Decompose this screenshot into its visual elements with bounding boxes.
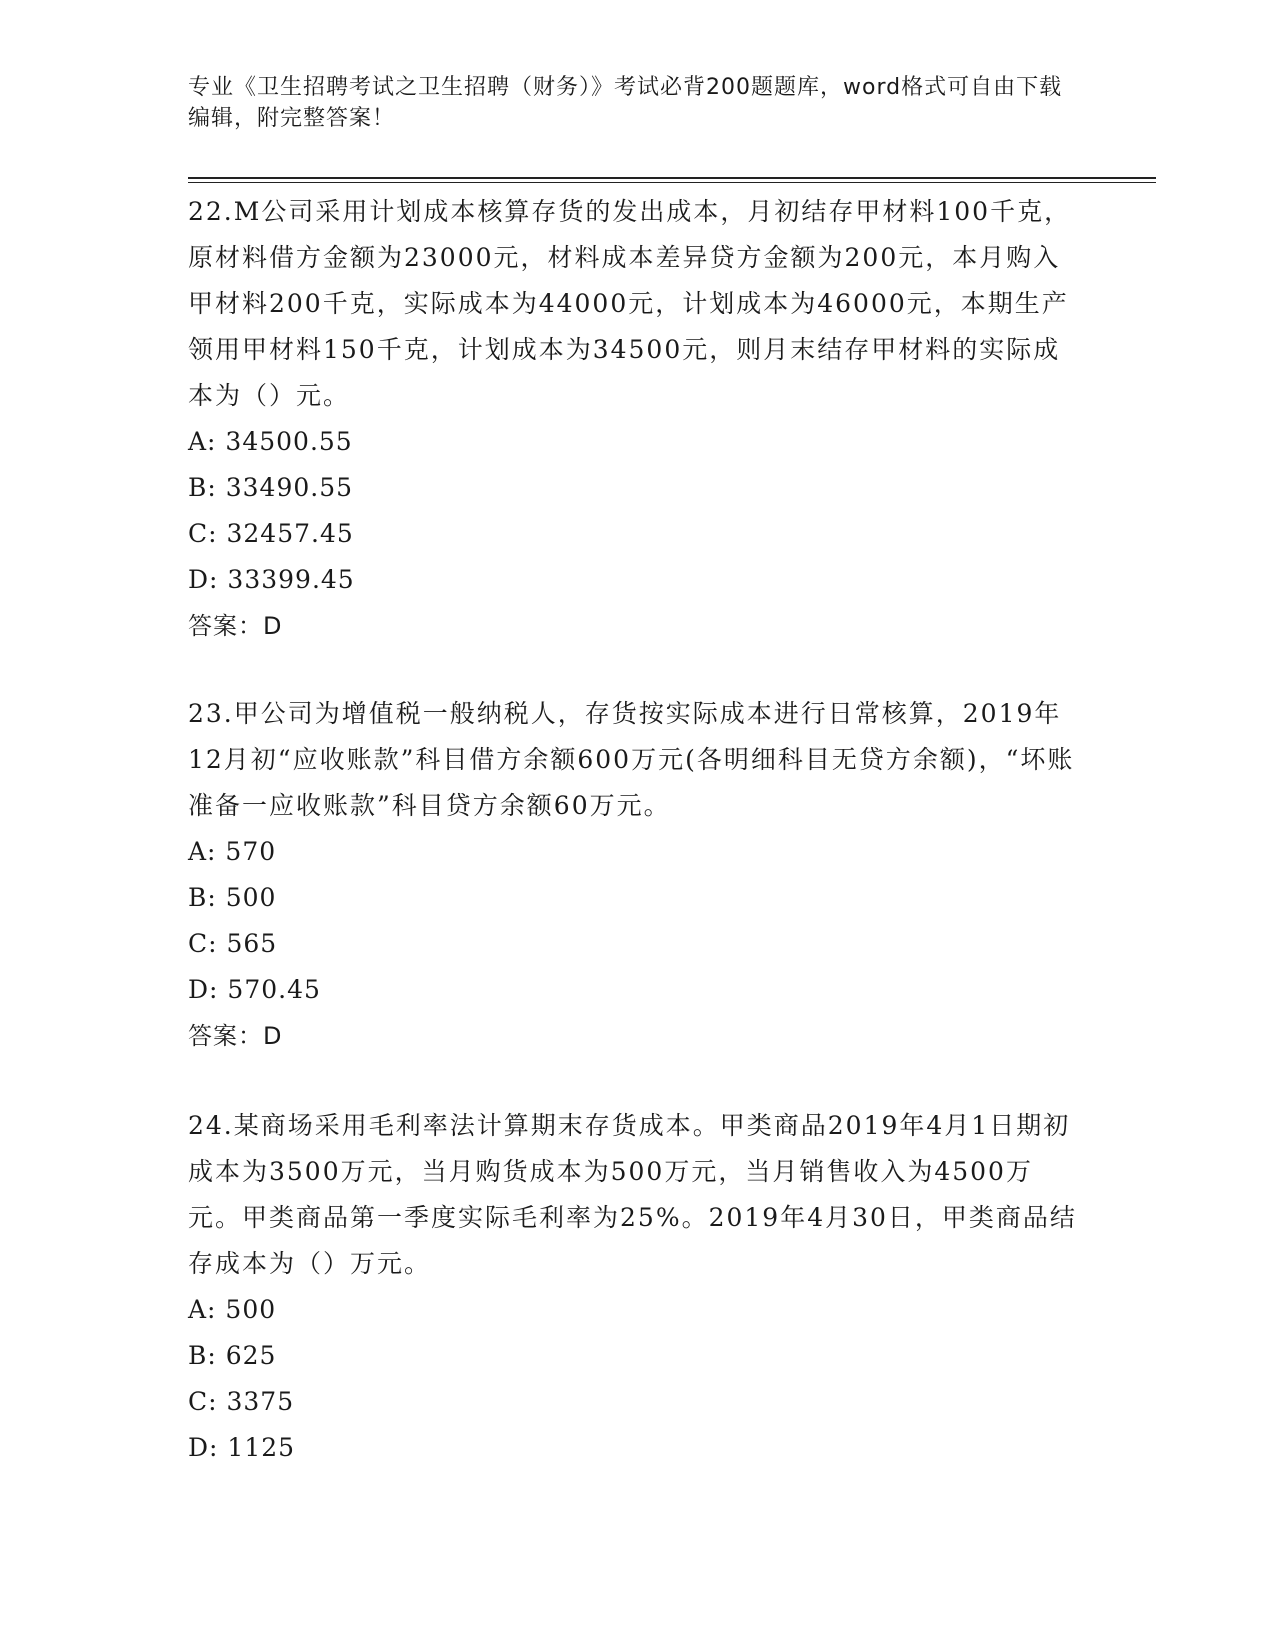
option-b: B: 500: [188, 883, 277, 912]
question-stem: 24.某商场采用毛利率法计算期末存货成本。甲类商品2019年4月1日期初成本为3500万元，当月购货成本为500万元，当月销售收入为4500万元。甲类商品第一季度实际毛利率为25%。2019年4月30日，甲类商品结存成本为（）万元。: [188, 1111, 1077, 1278]
answer: 答案：D: [188, 612, 283, 640]
option-c: C: 3375: [188, 1387, 295, 1416]
option-d: D: 570.45: [188, 975, 321, 1004]
question-24: [188, 1103, 1078, 1471]
option-d: D: 33399.45: [188, 565, 355, 594]
option-b: B: 33490.55: [188, 473, 354, 502]
header-divider-thin: [188, 182, 1156, 183]
question-stem: 23.甲公司为增值税一般纳税人，存货按实际成本进行日常核算，2019年12月初“应收账款”科目借方余额600万元(各明细科目无贷方余额)，“坏账准备一应收账款”科目贷方余额60万元。: [188, 699, 1075, 820]
option-d: D: 1125: [188, 1433, 296, 1462]
option-a: A: 500: [188, 1295, 277, 1324]
question-23: [188, 691, 1078, 1059]
question-stem: 22.M公司采用计划成本核算存货的发出成本，月初结存甲材料100千克，原材料借方金额为23000元，材料成本差异贷方金额为200元，本月购入甲材料200千克，实际成本为44000元，计划成本为46000元，本期生产领用甲材料150千克，计划成本为34500元，则月末结存甲材料的实际成本为（）元。: [188, 197, 1072, 410]
option-a: A: 570: [188, 837, 277, 866]
answer: 答案：D: [188, 1022, 283, 1050]
question-22: [188, 189, 1078, 649]
option-b: B: 625: [188, 1341, 277, 1370]
option-c: C: 565: [188, 929, 278, 958]
header-divider: [188, 177, 1156, 179]
document-header: 专业《卫生招聘考试之卫生招聘（财务）》考试必背200题题库，word格式可自由下载编辑，附完整答案！: [188, 75, 1063, 131]
option-c: C: 32457.45: [188, 519, 354, 548]
option-a: A: 34500.55: [188, 427, 353, 456]
